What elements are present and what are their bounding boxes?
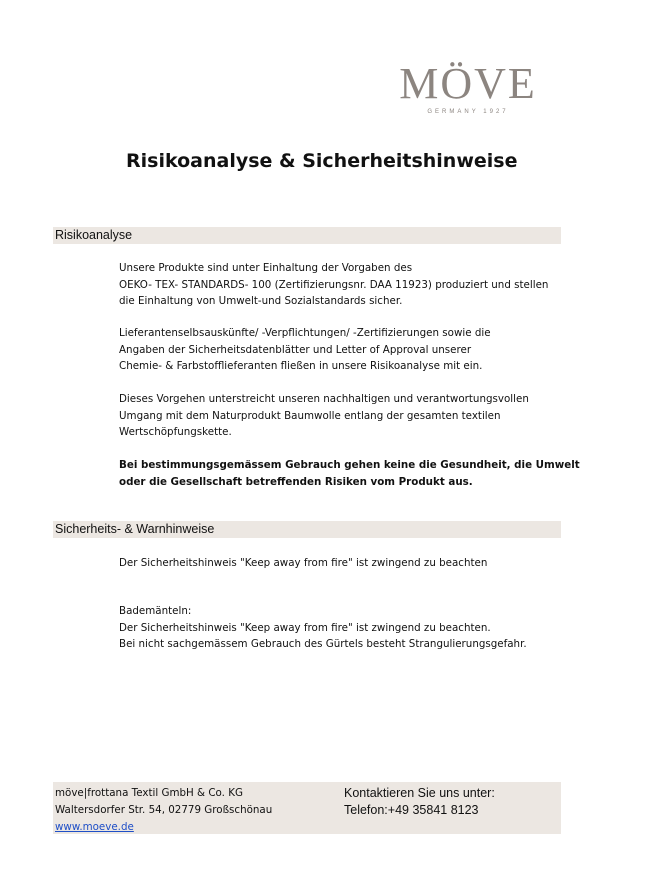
text-line: OEKO- TEX- STANDARDS- 100 (Zertifizierungsnr. DAA 11923) produziert und stellen bbox=[119, 278, 549, 291]
text-line: Wertschöpfungskette. bbox=[119, 426, 232, 439]
section-heading-sicherheitshinweise: Sicherheits- & Warnhinweise bbox=[53, 521, 561, 538]
text-line: Dieses Vorgehen unterstreicht unseren nachhaltigen und verantwortungsvollen bbox=[119, 393, 529, 405]
footer-address: Waltersdorfer Str. 54, 02779 Großschönau bbox=[55, 804, 273, 816]
footer-company-block bbox=[55, 785, 272, 836]
footer-contact-label: Kontaktieren Sie uns unter: bbox=[344, 786, 495, 800]
website-link[interactable]: www.moeve.de bbox=[55, 821, 134, 833]
paragraph-5 bbox=[119, 555, 559, 572]
footer-phone: Telefon:+49 35841 8123 bbox=[344, 803, 479, 817]
paragraph-6 bbox=[119, 603, 559, 653]
text-line: Chemie- & Farbstofflieferanten fließen in unsere Risikoanalyse mit ein. bbox=[119, 360, 483, 373]
text-line: Bei bestimmungsgemässem Gebrauch gehen keine die Gesundheit, die Umwelt bbox=[119, 459, 580, 471]
brand-logo bbox=[388, 60, 548, 120]
paragraph-3 bbox=[119, 391, 559, 441]
paragraph-1 bbox=[119, 260, 559, 310]
footer bbox=[53, 782, 561, 834]
paragraph-4-bold bbox=[119, 457, 580, 490]
text-line: oder die Gesellschaft betreffenden Risiken vom Produkt aus. bbox=[119, 475, 473, 488]
text-line: Der Sicherheitshinweis "Keep away from fire" ist zwingend zu beachten. bbox=[119, 621, 491, 634]
page-title: Risikoanalyse & Sicherheitshinweise bbox=[126, 150, 518, 172]
paragraph-2 bbox=[119, 325, 559, 375]
text-line: Lieferantenselbsauskünfte/ -Verpflichtungen/ -Zertifizierungen sowie die bbox=[119, 327, 491, 339]
text-line: Angaben der Sicherheitsdatenblätter und Letter of Approval unserer bbox=[119, 343, 472, 356]
logo-tagline: GERMANY 1927 bbox=[427, 109, 509, 115]
footer-company: möve|frottana Textil GmbH & Co. KG bbox=[55, 787, 243, 799]
text-line: Unsere Produkte sind unter Einhaltung der Vorgaben des bbox=[119, 262, 413, 274]
text-line: Umgang mit dem Naturprodukt Baumwolle entlang der gesamten textilen bbox=[119, 409, 501, 422]
text-line: Bei nicht sachgemässem Gebrauch des Gürtels besteht Strangulierungsgefahr. bbox=[119, 638, 527, 651]
section-heading-risikoanalyse: Risikoanalyse bbox=[53, 227, 561, 244]
text-line: die Einhaltung von Umwelt-und Sozialstandards sicher. bbox=[119, 295, 403, 308]
footer-contact-block bbox=[344, 785, 495, 819]
text-line: Bademänteln: bbox=[119, 605, 192, 617]
logo-wordmark: MÖVE bbox=[399, 59, 537, 108]
text-line: Der Sicherheitshinweis "Keep away from fire" ist zwingend zu beachten bbox=[119, 557, 488, 569]
